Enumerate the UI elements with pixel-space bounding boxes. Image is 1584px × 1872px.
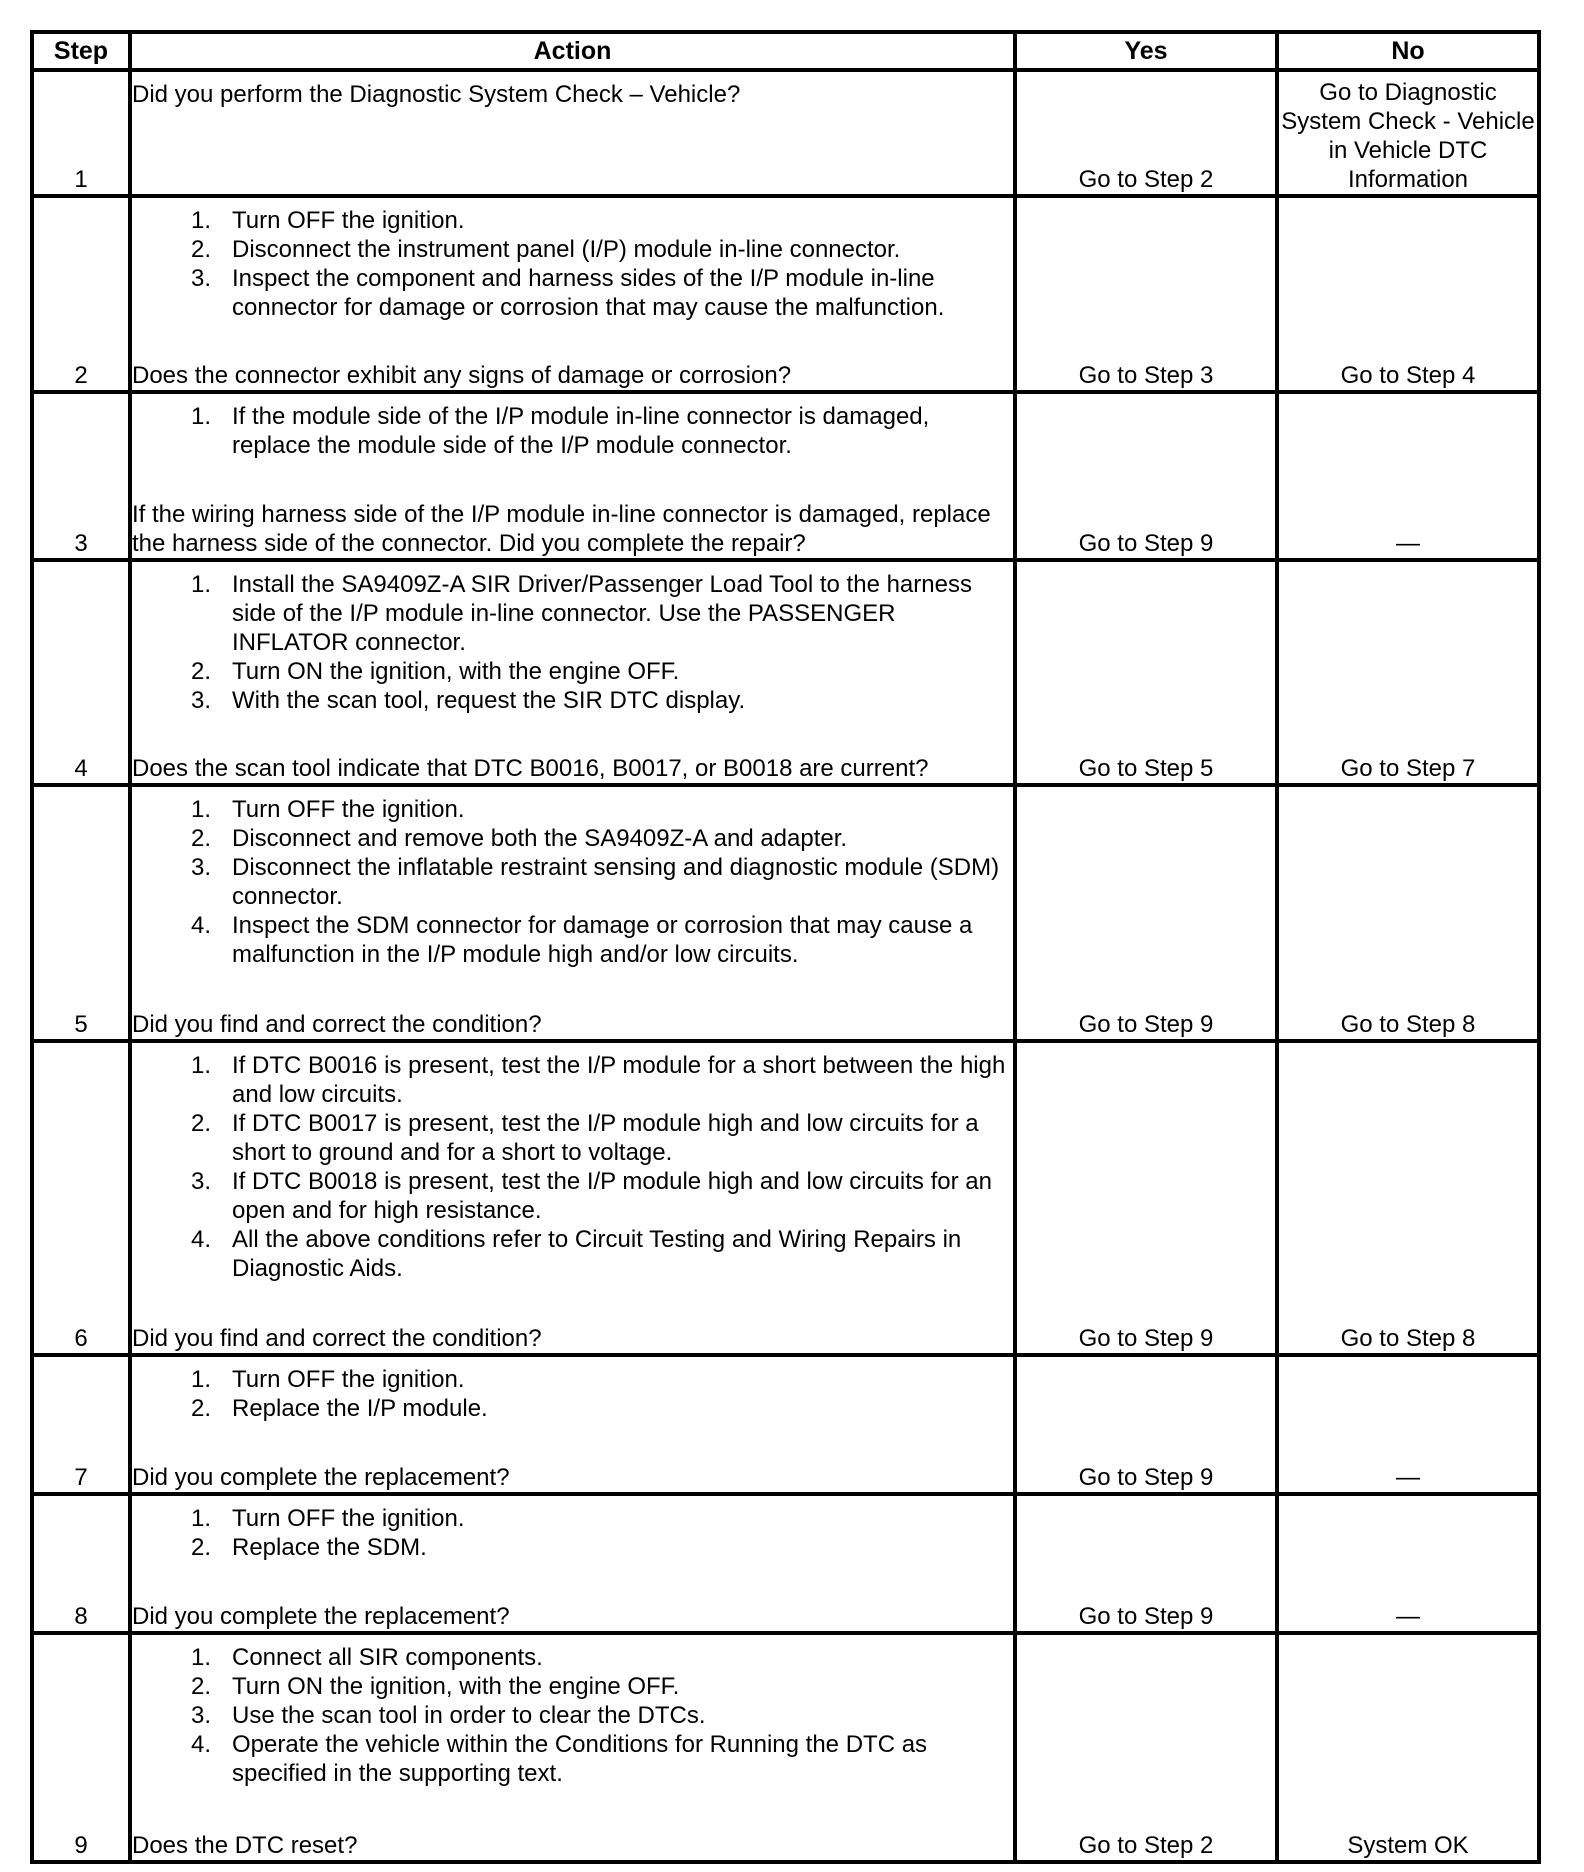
table-row [32,785,1539,1041]
action-step-list [132,1504,1013,1562]
action-step-item [132,686,1013,715]
action-step-number: 1. [190,1052,211,1079]
action-step-item [132,1643,1013,1672]
action-step-number: 1. [190,1644,211,1671]
action-step-number: 2. [190,236,211,263]
action-step-item [132,1051,1013,1109]
action-step-item [132,1225,1013,1283]
question-text: Did you complete the replacement? [132,1464,510,1491]
action-step-number: 2. [190,825,211,852]
step-number: 4 [32,560,130,785]
action-cell [130,1633,1015,1862]
action-step-list [132,1365,1013,1423]
action-step-item [132,570,1013,657]
step-number: 2 [32,196,130,392]
action-step-item [132,1701,1013,1730]
question-text: Does the DTC reset? [132,1832,358,1859]
no-result: — [1277,392,1539,560]
table-row [32,1355,1539,1494]
action-step-text: Turn ON the ignition, with the engine OFF. [232,1673,680,1700]
header-step: Step [32,32,130,70]
step-number: 3 [32,392,130,560]
action-cell [130,1041,1015,1355]
yes-result: Go to Step 3 [1015,196,1277,392]
action-step-text: Turn OFF the ignition. [232,796,465,823]
action-step-item [132,402,1013,460]
action-step-list [132,1051,1013,1283]
action-step-text: Disconnect the instrument panel (I/P) module in-line connector. [232,236,901,263]
table-body [32,70,1539,1862]
action-step-number: 2. [190,1395,211,1422]
action-cell [130,196,1015,392]
action-step-number: 1. [190,571,211,598]
action-step-item [132,1730,1013,1788]
action-step-number: 3. [190,1168,211,1195]
action-step-text: Turn OFF the ignition. [232,207,465,234]
action-step-number: 3. [190,687,211,714]
action-cell [130,392,1015,560]
action-step-item [132,1533,1013,1562]
yes-result: Go to Step 9 [1015,1355,1277,1494]
no-result: Go to Step 7 [1277,560,1539,785]
question-text: Did you find and correct the condition? [132,1011,542,1038]
action-step-number: 1. [190,1505,211,1532]
action-step-text: Replace the SDM. [232,1534,427,1561]
header-no: No [1277,32,1539,70]
table-row [32,70,1539,196]
step-number: 8 [32,1494,130,1633]
action-step-text: Use the scan tool in order to clear the DTCs. [232,1702,706,1729]
action-step-text: With the scan tool, request the SIR DTC display. [232,687,746,714]
action-step-number: 4. [190,1226,211,1253]
action-step-item [132,264,1013,322]
no-result: Go to Step 8 [1277,1041,1539,1355]
action-step-item [132,853,1013,911]
action-step-text: Disconnect the inflatable restraint sensing and diagnostic module (SDM) connector. [232,854,1000,910]
header-row [32,32,1539,70]
table-row [32,1041,1539,1355]
action-step-list [132,402,1013,460]
header-yes: Yes [1015,32,1277,70]
table-row [32,196,1539,392]
action-step-number: 1. [190,796,211,823]
action-step-text: Operate the vehicle within the Conditions for Running the DTC as specified in the supporting text. [232,1731,928,1787]
action-step-item [132,657,1013,686]
action-step-text: If DTC B0017 is present, test the I/P module high and low circuits for a short to ground and for a short to voltage. [232,1110,979,1166]
action-step-number: 4. [190,1731,211,1758]
action-step-list [132,206,1013,322]
yes-result: Go to Step 9 [1015,392,1277,560]
action-cell [130,1494,1015,1633]
action-step-number: 2. [190,658,211,685]
action-step-number: 3. [190,854,211,881]
action-step-number: 3. [190,265,211,292]
action-step-text: Turn OFF the ignition. [232,1505,465,1532]
no-result: Go to Diagnostic System Check - Vehicle in Vehicle DTC Information [1277,70,1539,196]
action-step-list [132,1643,1013,1788]
question-text: Does the connector exhibit any signs of damage or corrosion? [132,362,792,389]
yes-result: Go to Step 5 [1015,560,1277,785]
no-result: Go to Step 8 [1277,785,1539,1041]
no-result: Go to Step 4 [1277,196,1539,392]
no-result: — [1277,1494,1539,1633]
action-text: Did you perform the Diagnostic System Check – Vehicle? [132,81,741,108]
action-step-item [132,206,1013,235]
action-step-item [132,911,1013,969]
action-step-text: Inspect the SDM connector for damage or corrosion that may cause a malfunction in the I/P module high and/or low circuits. [232,912,973,968]
action-step-number: 1. [190,207,211,234]
no-result: System OK [1277,1633,1539,1862]
action-step-text: Inspect the component and harness sides of the I/P module in-line connector for damage or corrosion that may cause the malfunction. [232,265,945,321]
action-step-item [132,1504,1013,1533]
question-text: Did you find and correct the condition? [132,1325,542,1352]
step-number: 7 [32,1355,130,1494]
action-step-text: Turn OFF the ignition. [232,1366,465,1393]
action-step-text: All the above conditions refer to Circuit Testing and Wiring Repairs in Diagnostic Aids. [232,1226,962,1282]
step-number: 9 [32,1633,130,1862]
action-step-number: 2. [190,1673,211,1700]
table-row [32,560,1539,785]
action-step-item [132,235,1013,264]
action-cell [130,1355,1015,1494]
no-result: — [1277,1355,1539,1494]
action-step-number: 4. [190,912,211,939]
action-step-list [132,570,1013,715]
action-step-item [132,824,1013,853]
action-cell [130,560,1015,785]
action-step-item [132,1109,1013,1167]
action-step-list [132,795,1013,969]
table-row [32,1494,1539,1633]
action-cell [130,785,1015,1041]
step-number: 5 [32,785,130,1041]
step-number: 6 [32,1041,130,1355]
action-step-text: Connect all SIR components. [232,1644,543,1671]
action-step-item [132,795,1013,824]
action-step-number: 2. [190,1110,211,1137]
action-step-text: If DTC B0016 is present, test the I/P module for a short between the high and low circuits. [232,1052,1006,1108]
diagnostic-table [30,30,1541,1864]
action-step-text: Install the SA9409Z-A SIR Driver/Passenger Load Tool to the harness side of the I/P module in-line connector. Use the PASSENGER INFLATOR connector. [232,571,972,656]
action-step-item [132,1394,1013,1423]
action-step-number: 2. [190,1534,211,1561]
action-step-item [132,1167,1013,1225]
action-step-text: If the module side of the I/P module in-line connector is damaged, replace the module side of the I/P module connector. [232,403,930,459]
yes-result: Go to Step 2 [1015,70,1277,196]
action-step-text: If DTC B0018 is present, test the I/P module high and low circuits for an open and for high resistance. [232,1168,992,1224]
question-text: If the wiring harness side of the I/P module in-line connector is damaged, replace the harness side of the connector. Did you complete the repair? [132,501,991,557]
yes-result: Go to Step 9 [1015,1494,1277,1633]
action-step-text: Replace the I/P module. [232,1395,488,1422]
action-step-number: 1. [190,403,211,430]
action-step-item [132,1365,1013,1394]
yes-result: Go to Step 9 [1015,785,1277,1041]
action-step-text: Turn ON the ignition, with the engine OFF. [232,658,680,685]
yes-result: Go to Step 2 [1015,1633,1277,1862]
action-step-item [132,1672,1013,1701]
action-step-number: 1. [190,1366,211,1393]
header-action: Action [130,32,1015,70]
table-row [32,1633,1539,1862]
table-row [32,392,1539,560]
question-text: Did you complete the replacement? [132,1603,510,1630]
action-step-number: 3. [190,1702,211,1729]
action-cell [130,70,1015,196]
step-number: 1 [32,70,130,196]
yes-result: Go to Step 9 [1015,1041,1277,1355]
action-step-text: Disconnect and remove both the SA9409Z-A and adapter. [232,825,848,852]
question-text: Does the scan tool indicate that DTC B0016, B0017, or B0018 are current? [132,755,929,782]
